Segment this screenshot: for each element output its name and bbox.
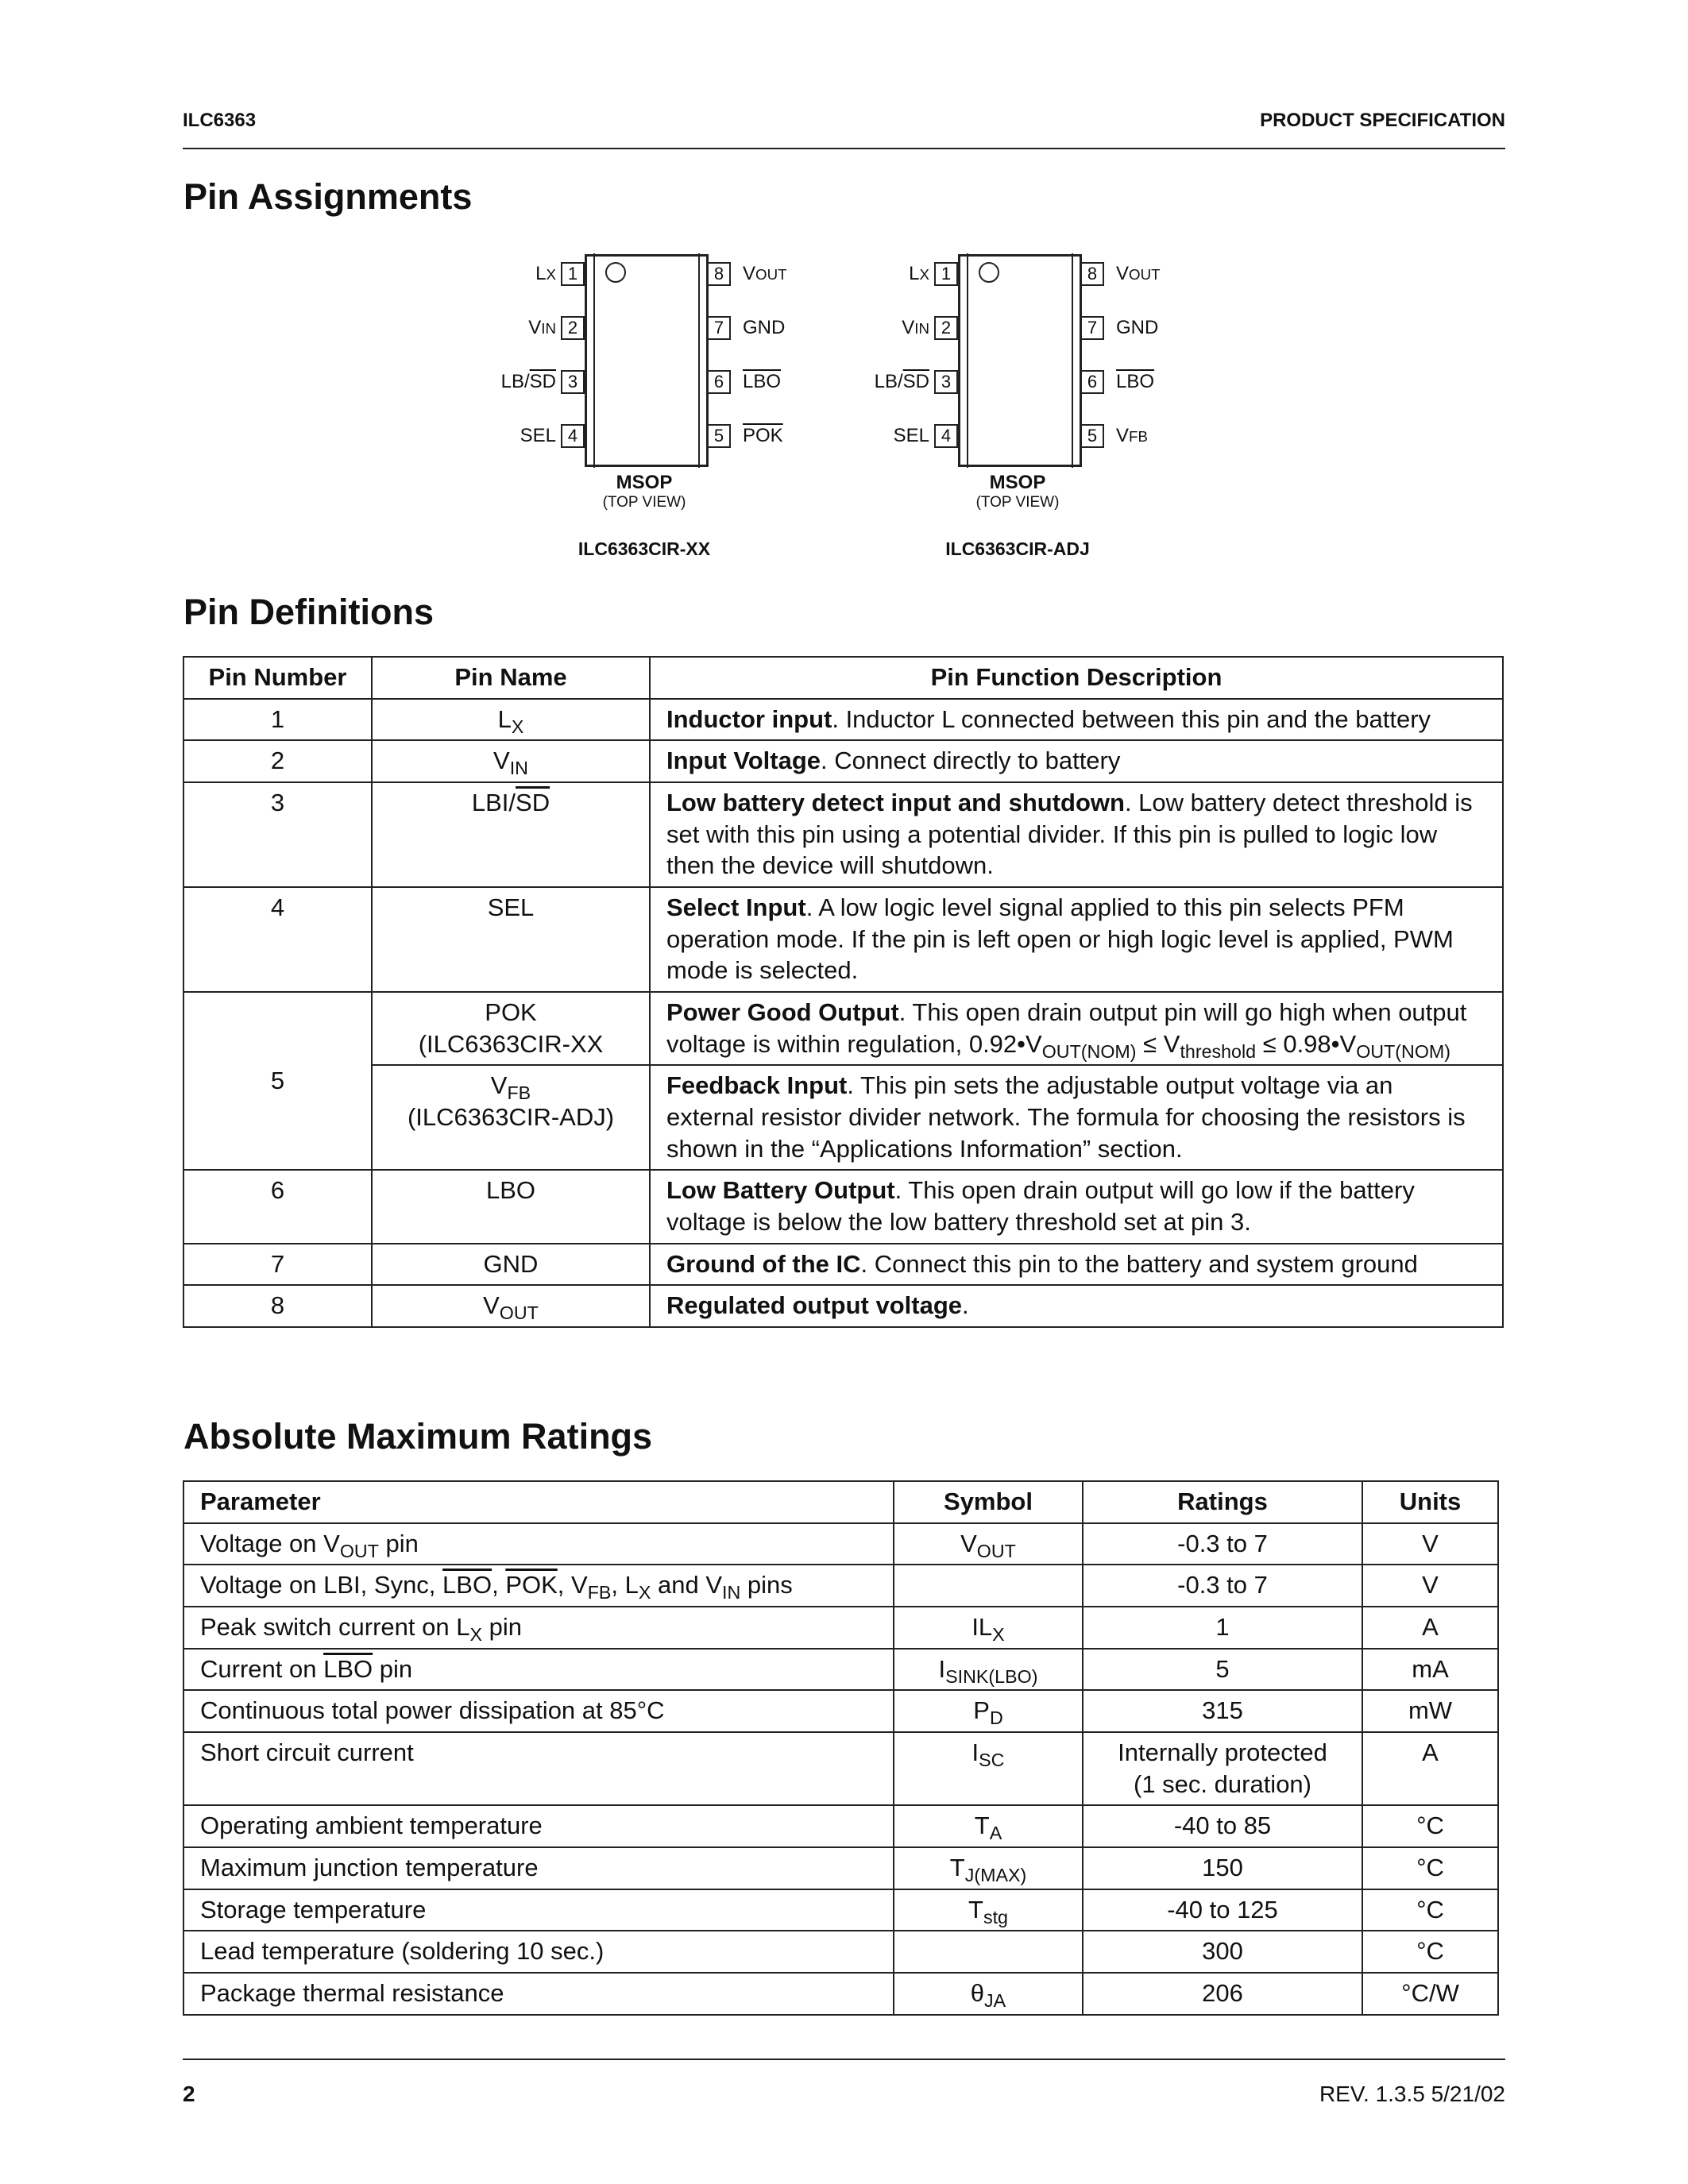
rating: 206 bbox=[1202, 1979, 1243, 2008]
package-name: MSOP bbox=[616, 472, 673, 493]
pin-label-text: SEL bbox=[893, 425, 929, 446]
pin-number-cell bbox=[183, 782, 372, 887]
pin-description: . A low logic level signal applied to this pin selects PFM operation mode. If the pin is left open or high logic level is applied, PWM mode is selected. bbox=[666, 893, 1454, 985]
pin-name-cell bbox=[372, 887, 650, 992]
pin-definitions-table bbox=[183, 656, 1504, 1328]
parameter: Lead temperature (soldering 10 sec.) bbox=[200, 1937, 605, 1966]
pin-description: . This open drain output will go low if the battery voltage is below the low battery threshold set at pin 3. bbox=[666, 1176, 1415, 1237]
unit: A bbox=[1422, 1738, 1439, 1767]
table-row bbox=[183, 887, 1503, 992]
rating: Internally protected bbox=[1118, 1738, 1327, 1767]
rating: -0.3 to 7 bbox=[1177, 1529, 1268, 1557]
pin-name-variant: (ILC6363CIR-ADJ) bbox=[407, 1103, 615, 1132]
pin1-marker-icon bbox=[979, 262, 999, 283]
table-row bbox=[183, 1523, 1498, 1565]
pin-function: Low battery detect input and shutdown bbox=[666, 789, 1125, 817]
pin-description-cell bbox=[650, 887, 1503, 992]
parameter-cell bbox=[183, 1690, 894, 1732]
parameter-part: OUT bbox=[339, 1540, 379, 1561]
symbol-sub: SINK(LBO) bbox=[945, 1665, 1038, 1687]
pin-number: 8 bbox=[270, 1291, 285, 1320]
pin-function: Input Voltage bbox=[666, 747, 821, 775]
parameter-part: $\overline{POK}$ bbox=[505, 1571, 558, 1599]
parameter: Voltage on V bbox=[200, 1529, 340, 1557]
pin-description-cell bbox=[650, 992, 1503, 1065]
pin-label-sub: OUT bbox=[1129, 266, 1161, 283]
pin-name-cell bbox=[372, 992, 650, 1065]
symbol-sub: X bbox=[992, 1623, 1005, 1645]
rating: 5 bbox=[1215, 1654, 1230, 1683]
parameter-cell bbox=[183, 1523, 894, 1565]
pin-number: 2 bbox=[270, 747, 285, 775]
rating-cell bbox=[1083, 1805, 1362, 1847]
pin-description: . This pin sets the adjustable output voltage via an external resistor divider network. The formula for choosing the resistors is shown in the “Applications Information” section. bbox=[666, 1071, 1466, 1163]
pin-description: . This open drain output pin will go high when output voltage is within regulation, 0.92•V bbox=[666, 998, 1467, 1058]
rating-cell bbox=[1083, 1565, 1362, 1607]
symbol-cell bbox=[894, 1973, 1083, 2015]
pin-number: 7 bbox=[707, 316, 731, 340]
rating-cell bbox=[1083, 1931, 1362, 1973]
parameter-part: $\overline{LBO}$ bbox=[442, 1571, 492, 1599]
table-row bbox=[183, 1244, 1503, 1286]
pin-diagram-xx bbox=[451, 248, 872, 565]
unit-cell bbox=[1362, 1732, 1498, 1805]
pin-number: 4 bbox=[270, 893, 285, 922]
absolute-maximum-ratings-table bbox=[183, 1480, 1499, 2016]
pin-number-cell bbox=[183, 740, 372, 782]
parameter: Voltage on LBI, Sync, bbox=[200, 1571, 443, 1599]
unit-cell bbox=[1362, 1607, 1498, 1649]
unit-cell bbox=[1362, 1931, 1498, 1973]
header-rule bbox=[183, 148, 1505, 149]
view-label: (TOP VIEW) bbox=[975, 494, 1060, 511]
pin-name-overbar: $\overline{SD}$ bbox=[516, 789, 550, 817]
pin-label bbox=[810, 425, 929, 447]
symbol-cell bbox=[894, 1889, 1083, 1931]
pin-label-text: GND bbox=[1116, 317, 1159, 338]
parameter: Continuous total power dissipation at 85°C bbox=[200, 1696, 665, 1725]
symbol-cell bbox=[894, 1565, 1083, 1607]
pin-function: Select Input bbox=[666, 893, 806, 922]
rating-cell bbox=[1083, 1732, 1362, 1805]
rating-cell bbox=[1083, 1847, 1362, 1889]
table-row bbox=[183, 1285, 1503, 1327]
pin-label bbox=[1116, 263, 1161, 285]
symbol-sub: stg bbox=[983, 1906, 1008, 1927]
parameter-cell bbox=[183, 1805, 894, 1847]
parameter: Storage temperature bbox=[200, 1895, 427, 1924]
table-row bbox=[183, 1973, 1498, 2015]
rating-cell bbox=[1083, 1523, 1362, 1565]
pin-number: 3 bbox=[270, 789, 285, 817]
unit: °C bbox=[1416, 1854, 1444, 1882]
parameter: Package thermal resistance bbox=[200, 1979, 504, 2008]
symbol-sub: OUT bbox=[976, 1540, 1016, 1561]
absolute-maximum-ratings-title: Absolute Maximum Ratings bbox=[183, 1416, 653, 1457]
pin-label bbox=[437, 425, 556, 447]
pin-description-cell bbox=[650, 1285, 1503, 1327]
table-row bbox=[183, 1565, 1498, 1607]
pin-number-cell bbox=[183, 1244, 372, 1286]
symbol-sub: J(MAX) bbox=[964, 1865, 1027, 1886]
parameter: Short circuit current bbox=[200, 1738, 414, 1767]
symbol: θ bbox=[970, 1979, 985, 2008]
pin-number: 6 bbox=[1080, 370, 1104, 394]
part-number: ILC6363CIR-ADJ bbox=[945, 538, 1090, 559]
pin-label bbox=[1116, 371, 1154, 393]
pin-number: 3 bbox=[561, 370, 585, 394]
table-row bbox=[183, 1170, 1503, 1243]
column-header: Pin Function Description bbox=[650, 657, 1503, 699]
unit-cell bbox=[1362, 1973, 1498, 2015]
table-row bbox=[183, 782, 1503, 887]
pin-label bbox=[437, 263, 556, 285]
symbol: I bbox=[971, 1738, 979, 1767]
parameter-part: pin bbox=[481, 1613, 522, 1642]
parameter-part: IN bbox=[722, 1582, 741, 1603]
table-row bbox=[183, 699, 1503, 741]
pin-number: 2 bbox=[561, 316, 585, 340]
pin-function: Inductor input bbox=[666, 704, 832, 733]
pin-name: SEL bbox=[487, 893, 535, 922]
unit-cell bbox=[1362, 1649, 1498, 1691]
unit-cell bbox=[1362, 1690, 1498, 1732]
pin-name: GND bbox=[483, 1249, 539, 1278]
pin-name-cell bbox=[372, 699, 650, 741]
pin-name: LBI/ bbox=[471, 789, 516, 817]
rating: 150 bbox=[1202, 1854, 1243, 1882]
pin-label bbox=[437, 371, 556, 393]
parameter-part: $\overline{LBO}$ bbox=[323, 1654, 373, 1683]
table-row bbox=[183, 1607, 1498, 1649]
pin-name: V bbox=[483, 1291, 500, 1320]
pin-label-text: V bbox=[743, 263, 756, 284]
rating-cell bbox=[1083, 1649, 1362, 1691]
table-row bbox=[183, 992, 1503, 1065]
pin-function: Regulated output voltage bbox=[666, 1291, 962, 1320]
unit: °C bbox=[1416, 1937, 1444, 1966]
parameter-part: , V bbox=[557, 1571, 588, 1599]
pin-description: . bbox=[962, 1291, 969, 1320]
footer-rule bbox=[183, 2059, 1505, 2060]
parameter-part: , bbox=[492, 1571, 506, 1599]
rating-note: (1 sec. duration) bbox=[1134, 1769, 1311, 1798]
rating: 1 bbox=[1215, 1613, 1230, 1642]
pin-function: Feedback Input bbox=[666, 1071, 848, 1100]
pin-number: 7 bbox=[270, 1249, 285, 1278]
table-row bbox=[183, 1732, 1498, 1805]
parameter-cell bbox=[183, 1847, 894, 1889]
pin-description-cell bbox=[650, 1065, 1503, 1170]
pin-description: . Low battery detect threshold is set with this pin using a potential divider. If this pin is pulled to logic low then the device will shutdown. bbox=[666, 789, 1473, 880]
symbol-cell bbox=[894, 1805, 1083, 1847]
description-sub: threshold bbox=[1180, 1040, 1257, 1062]
symbol-sub: JA bbox=[984, 1990, 1006, 2012]
pin-function: Ground of the IC bbox=[666, 1249, 861, 1278]
pin-label-sub: FB bbox=[1129, 428, 1148, 445]
pin-number: 1 bbox=[934, 262, 958, 286]
parameter-part: X bbox=[638, 1582, 651, 1603]
pin-label-text: V bbox=[1116, 263, 1130, 284]
table-row bbox=[183, 1847, 1498, 1889]
pin-description-cell bbox=[650, 699, 1503, 741]
pin-number: 7 bbox=[1080, 316, 1104, 340]
pin-number: 1 bbox=[270, 704, 285, 733]
symbol: T bbox=[974, 1812, 990, 1840]
symbol-cell bbox=[894, 1690, 1083, 1732]
unit: A bbox=[1422, 1613, 1439, 1642]
pin-label-overbar: $\overline{LBO}$ bbox=[1116, 371, 1155, 392]
pin-label bbox=[743, 263, 787, 285]
parameter-part: pin bbox=[373, 1654, 413, 1683]
symbol: T bbox=[968, 1895, 983, 1924]
pin-number: 5 bbox=[1080, 424, 1104, 448]
pin-function: Power Good Output bbox=[666, 998, 899, 1027]
header-doc-type: PRODUCT SPECIFICATION bbox=[1260, 110, 1505, 131]
pin-label bbox=[437, 317, 556, 339]
parameter-cell bbox=[183, 1732, 894, 1805]
pin-name-sub: FB bbox=[507, 1082, 531, 1104]
table-row bbox=[183, 1931, 1498, 1973]
pin-label bbox=[743, 425, 783, 447]
column-header: Ratings bbox=[1083, 1481, 1362, 1523]
rating-cell bbox=[1083, 1607, 1362, 1649]
pin-name: LBO bbox=[485, 1176, 536, 1205]
symbol-cell bbox=[894, 1649, 1083, 1691]
parameter-cell bbox=[183, 1889, 894, 1931]
pin-label bbox=[1116, 425, 1148, 447]
pin-description-cell bbox=[650, 740, 1503, 782]
rating-cell bbox=[1083, 1690, 1362, 1732]
symbol-cell bbox=[894, 1607, 1083, 1649]
part-number: ILC6363CIR-XX bbox=[577, 538, 711, 559]
symbol-cell bbox=[894, 1847, 1083, 1889]
unit: mW bbox=[1408, 1696, 1453, 1725]
parameter: Maximum junction temperature bbox=[200, 1854, 539, 1882]
unit-cell bbox=[1362, 1847, 1498, 1889]
symbol: IL bbox=[971, 1613, 993, 1642]
pin-label bbox=[1116, 317, 1158, 339]
ic-body bbox=[958, 254, 1082, 467]
pin-label-text: GND bbox=[743, 317, 786, 338]
column-header: Symbol bbox=[894, 1481, 1083, 1523]
column-header: Parameter bbox=[183, 1481, 894, 1523]
symbol: V bbox=[960, 1529, 977, 1557]
header-part-number: ILC6363 bbox=[183, 110, 257, 131]
rating: -40 to 125 bbox=[1167, 1895, 1278, 1924]
symbol: I bbox=[938, 1654, 946, 1683]
pin-label-sub: X bbox=[919, 266, 929, 283]
pin-number: 4 bbox=[561, 424, 585, 448]
table-row bbox=[183, 1065, 1503, 1170]
pin-label bbox=[810, 317, 929, 339]
unit-cell bbox=[1362, 1805, 1498, 1847]
pin-number: 5 bbox=[707, 424, 731, 448]
symbol-cell bbox=[894, 1931, 1083, 1973]
pin-number-cell bbox=[183, 887, 372, 992]
parameter-part: FB bbox=[587, 1582, 612, 1603]
pin-label-text: V bbox=[902, 317, 915, 338]
pin-description-cell bbox=[650, 782, 1503, 887]
page-number: 2 bbox=[183, 2082, 195, 2106]
parameter-cell bbox=[183, 1565, 894, 1607]
pin-number-cell bbox=[183, 1170, 372, 1243]
unit-cell bbox=[1362, 1565, 1498, 1607]
parameter-part: and V bbox=[651, 1571, 723, 1599]
rating: -0.3 to 7 bbox=[1177, 1571, 1268, 1599]
table-row bbox=[183, 1690, 1498, 1732]
pin-name: V bbox=[493, 747, 510, 775]
column-header: Units bbox=[1362, 1481, 1498, 1523]
pin-name-cell bbox=[372, 782, 650, 887]
pin-label-text: SEL bbox=[520, 425, 556, 446]
symbol-sub: SC bbox=[979, 1750, 1005, 1770]
pin-label bbox=[810, 263, 929, 285]
parameter: Operating ambient temperature bbox=[200, 1812, 543, 1840]
pin-number-cell bbox=[183, 1285, 372, 1327]
symbol: T bbox=[949, 1854, 965, 1882]
column-header: Pin Name bbox=[372, 657, 650, 699]
description-text: ≤ V bbox=[1136, 1029, 1180, 1058]
unit: mA bbox=[1412, 1654, 1449, 1683]
pin-number: 5 bbox=[270, 1066, 285, 1094]
table-row bbox=[183, 1649, 1498, 1691]
unit: °C bbox=[1416, 1895, 1444, 1924]
pin-number: 4 bbox=[934, 424, 958, 448]
pin-definitions-title: Pin Definitions bbox=[183, 592, 434, 632]
pin-name: V bbox=[490, 1071, 508, 1100]
ic-body bbox=[585, 254, 709, 467]
rating-cell bbox=[1083, 1889, 1362, 1931]
parameter: Peak switch current on L bbox=[200, 1613, 470, 1642]
rating: -40 to 85 bbox=[1173, 1812, 1272, 1840]
pin-name-sub: OUT bbox=[499, 1302, 539, 1324]
pin-number: 3 bbox=[934, 370, 958, 394]
table-row bbox=[183, 740, 1503, 782]
pin-label bbox=[810, 371, 929, 393]
parameter: Current on bbox=[200, 1654, 324, 1683]
pin-label-text: V bbox=[528, 317, 542, 338]
parameter-cell bbox=[183, 1973, 894, 2015]
parameter-cell bbox=[183, 1607, 894, 1649]
pin-description-cell bbox=[650, 1170, 1503, 1243]
pin-number: 1 bbox=[561, 262, 585, 286]
pin-label-text: V bbox=[1116, 425, 1130, 446]
pin-number-cell bbox=[183, 992, 372, 1170]
description-text: ≤ 0.98•V bbox=[1256, 1029, 1357, 1058]
symbol-sub: D bbox=[989, 1707, 1003, 1729]
pin-label-overbar: $\overline{POK}$ bbox=[743, 425, 783, 446]
parameter-part: pins bbox=[740, 1571, 793, 1599]
pin-number: 6 bbox=[270, 1176, 285, 1205]
pin1-marker-icon bbox=[605, 262, 626, 283]
symbol-cell bbox=[894, 1732, 1083, 1805]
pin-number: 8 bbox=[1080, 262, 1104, 286]
rating: 315 bbox=[1202, 1696, 1243, 1725]
parameter-cell bbox=[183, 1649, 894, 1691]
pin-number: 8 bbox=[707, 262, 731, 286]
pin-number-cell bbox=[183, 699, 372, 741]
pin-number: 6 bbox=[707, 370, 731, 394]
pin-label-text: L bbox=[909, 263, 920, 284]
description-sub: OUT(NOM) bbox=[1041, 1040, 1137, 1062]
parameter-part: , L bbox=[611, 1571, 639, 1599]
revision: REV. 1.3.5 5/21/02 bbox=[1319, 2082, 1505, 2106]
pin-description-cell bbox=[650, 1244, 1503, 1286]
pin-label-text: LB/ bbox=[500, 371, 530, 392]
table-row bbox=[183, 1805, 1498, 1847]
pin-label bbox=[743, 317, 785, 339]
pin-number: 2 bbox=[934, 316, 958, 340]
pin-label-sub: IN bbox=[914, 320, 929, 337]
pin-function: Low Battery Output bbox=[666, 1176, 895, 1205]
pin-name-cell bbox=[372, 1244, 650, 1286]
parameter-part: pin bbox=[378, 1529, 419, 1557]
unit-cell bbox=[1362, 1523, 1498, 1565]
pin-label-sub: IN bbox=[541, 320, 556, 337]
parameter-cell bbox=[183, 1931, 894, 1973]
pin-assignments-title: Pin Assignments bbox=[183, 176, 473, 217]
unit: °C/W bbox=[1401, 1979, 1459, 2008]
symbol: P bbox=[973, 1696, 990, 1725]
pin-label-sub: X bbox=[546, 266, 556, 283]
pin-name: POK bbox=[485, 998, 537, 1027]
pin-label-text: L bbox=[535, 263, 547, 284]
unit: V bbox=[1422, 1571, 1439, 1599]
description-sub: OUT(NOM) bbox=[1356, 1040, 1451, 1062]
unit: °C bbox=[1416, 1812, 1444, 1840]
pin-label-text: LB/ bbox=[874, 371, 903, 392]
pin-diagram-adj bbox=[825, 248, 1246, 565]
pin-label bbox=[743, 371, 781, 393]
unit: V bbox=[1422, 1529, 1439, 1557]
view-label: (TOP VIEW) bbox=[602, 494, 686, 511]
pin-label-sub: OUT bbox=[755, 266, 787, 283]
unit-cell bbox=[1362, 1889, 1498, 1931]
parameter-part: X bbox=[469, 1623, 482, 1645]
column-header: Pin Number bbox=[183, 657, 372, 699]
pin-description: . Connect directly to battery bbox=[821, 747, 1121, 775]
pin-name: L bbox=[497, 704, 512, 733]
pin-name-cell bbox=[372, 740, 650, 782]
pin-name-sub: IN bbox=[509, 758, 528, 779]
symbol-cell bbox=[894, 1523, 1083, 1565]
pin-name-cell bbox=[372, 1285, 650, 1327]
pin-name-sub: X bbox=[511, 716, 524, 737]
table-row bbox=[183, 1889, 1498, 1931]
pin-label-overbar: $\overline{SD}$ bbox=[902, 371, 929, 392]
package-name: MSOP bbox=[989, 472, 1046, 493]
pin-name-cell bbox=[372, 1170, 650, 1243]
pin-description: . Inductor L connected between this pin and the battery bbox=[832, 704, 1431, 733]
symbol-sub: A bbox=[989, 1823, 1002, 1844]
pin-name-variant: (ILC6363CIR-XX bbox=[418, 1029, 604, 1058]
pin-description: . Connect this pin to the battery and system ground bbox=[860, 1249, 1418, 1278]
rating-cell bbox=[1083, 1973, 1362, 2015]
pin-name-cell bbox=[372, 1065, 650, 1170]
pin-label-overbar: $\overline{SD}$ bbox=[529, 371, 556, 392]
rating: 300 bbox=[1202, 1937, 1243, 1966]
pin-label-overbar: $\overline{LBO}$ bbox=[743, 371, 782, 392]
